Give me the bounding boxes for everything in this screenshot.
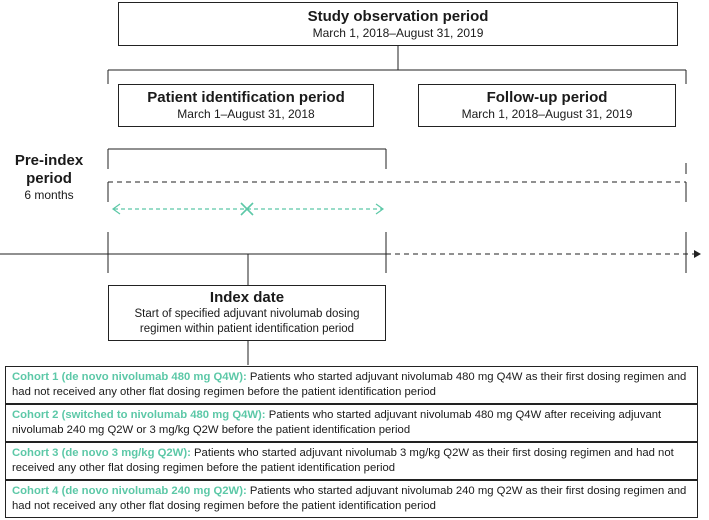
index-date-description: Start of specified adjuvant nivolumab dosing regimen within patient identification period bbox=[134, 308, 360, 335]
cohort-3-text: Patients who started adjuvant nivolumab 3 mg/kg Q2W as their first dosing regimen and had not received any other flat dosing regimen before the patient identification period bbox=[12, 447, 674, 474]
identification-period-dates: March 1–August 31, 2018 bbox=[177, 107, 315, 121]
preindex-label bbox=[5, 152, 93, 203]
study-period-dates: March 1, 2018–August 31, 2019 bbox=[312, 26, 484, 40]
identification-period-title: Patient identification period bbox=[147, 89, 345, 106]
cohort-1-label: Cohort 1 (de novo nivolumab 480 mg Q4W): bbox=[12, 371, 247, 383]
study-period-title: Study observation period bbox=[307, 8, 489, 25]
preindex-duration: 6 months bbox=[24, 188, 74, 202]
preindex-title-line2: period bbox=[26, 170, 72, 187]
study-period-box bbox=[118, 2, 678, 46]
followup-period-box bbox=[418, 84, 676, 127]
cohort-1-box bbox=[5, 366, 698, 404]
cohort-2-label: Cohort 2 (switched to nivolumab 480 mg Q4W): bbox=[12, 409, 266, 421]
followup-period-title: Follow-up period bbox=[486, 89, 608, 106]
cohort-3-box bbox=[5, 442, 698, 480]
index-date-box bbox=[108, 285, 386, 341]
cohort-2-text: Patients who started adjuvant nivolumab 480 mg Q4W after receiving adjuvant nivolumab 240 mg Q2W or 3 mg/kg Q2W before the patient identification period bbox=[12, 409, 662, 436]
index-date-title: Index date bbox=[209, 289, 285, 306]
preindex-title-line1: Pre-index bbox=[14, 152, 84, 169]
identification-period-box bbox=[118, 84, 374, 127]
cohort-4-text: Patients who started adjuvant nivolumab 240 mg Q2W as their first dosing regimen and had not received any other flat dosing regimen before the patient identification period bbox=[12, 485, 687, 512]
followup-period-dates: March 1, 2018–August 31, 2019 bbox=[461, 107, 633, 121]
cohort-3-label: Cohort 3 (de novo 3 mg/kg Q2W): bbox=[12, 447, 191, 459]
cohort-4-label: Cohort 4 (de novo nivolumab 240 mg Q2W): bbox=[12, 485, 247, 497]
cohort-4-box bbox=[5, 480, 698, 518]
timeline-arrowhead bbox=[694, 250, 701, 258]
cohort-2-box bbox=[5, 404, 698, 442]
cohort-1-text: Patients who started adjuvant nivolumab 480 mg Q4W as their first dosing regimen and had not received any other flat dosing regimen before the patient identification period bbox=[12, 371, 687, 398]
